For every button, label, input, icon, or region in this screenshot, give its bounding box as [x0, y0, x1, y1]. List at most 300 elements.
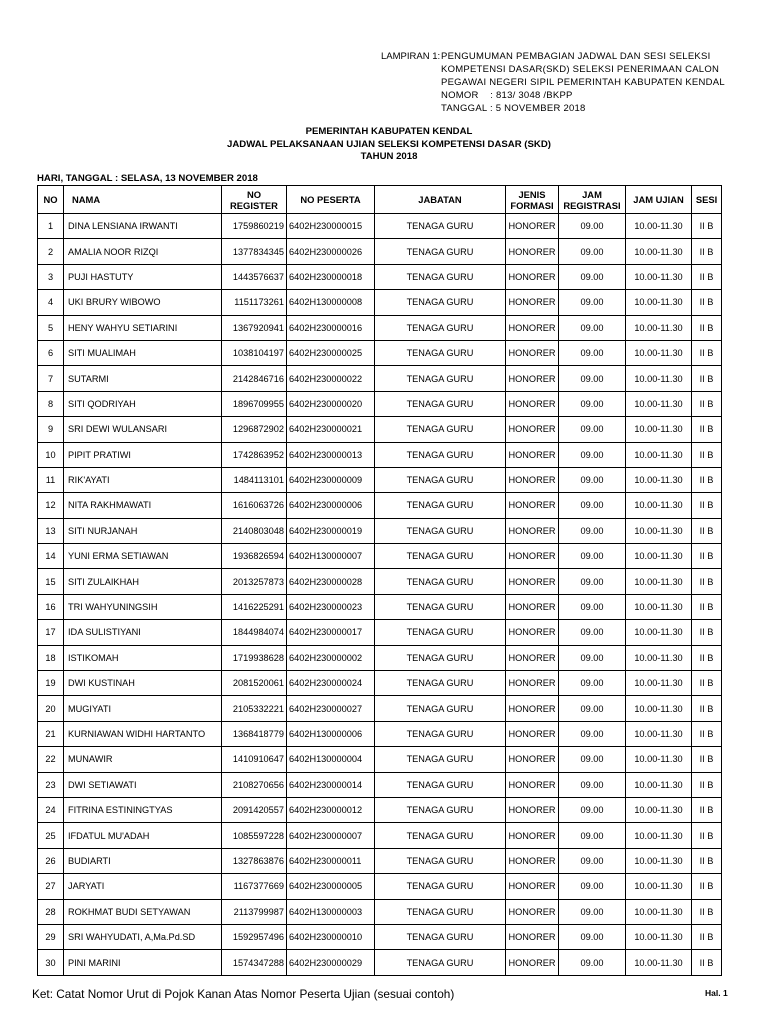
- row-nama: ISTIKOMAH: [64, 645, 222, 670]
- table-row: [38, 899, 722, 924]
- row-jabatan: TENAGA GURU: [375, 950, 506, 975]
- row-jam-registrasi: 09.00: [559, 950, 626, 975]
- row-jam-registrasi: 09.00: [559, 391, 626, 416]
- row-jabatan: TENAGA GURU: [375, 645, 506, 670]
- row-jam-ujian: 10.00-11.30: [626, 518, 692, 543]
- row-sesi: II B: [692, 950, 722, 975]
- row-sesi: II B: [692, 671, 722, 696]
- row-no-peserta: 6402H230000010: [287, 924, 375, 949]
- row-jenis-formasi: HONORER: [506, 544, 559, 569]
- row-no-peserta: 6402H230000006: [287, 493, 375, 518]
- row-no-register: 2142846716: [222, 366, 287, 391]
- row-no-register: 1167377669: [222, 874, 287, 899]
- title-line: TAHUN 2018: [360, 151, 418, 162]
- row-no-register: 2140803048: [222, 518, 287, 543]
- row-no-register: 1327863876: [222, 848, 287, 873]
- table-row: [38, 569, 722, 594]
- row-nama: SITI MUALIMAH: [64, 340, 222, 365]
- row-jabatan: TENAGA GURU: [375, 620, 506, 645]
- row-sesi: II B: [692, 797, 722, 822]
- row-sesi: II B: [692, 620, 722, 645]
- row-jam-registrasi: 09.00: [559, 848, 626, 873]
- row-no-peserta: 6402H230000018: [287, 264, 375, 289]
- row-jam-ujian: 10.00-11.30: [626, 594, 692, 619]
- row-nama: PIPIT PRATIWI: [64, 442, 222, 467]
- row-jam-registrasi: 09.00: [559, 772, 626, 797]
- row-sesi: II B: [692, 442, 722, 467]
- row-jabatan: TENAGA GURU: [375, 518, 506, 543]
- row-sesi: II B: [692, 594, 722, 619]
- row-jam-ujian: 10.00-11.30: [626, 874, 692, 899]
- row-sesi: II B: [692, 899, 722, 924]
- row-no-peserta: 6402H230000011: [287, 848, 375, 873]
- row-nama: RIK'AYATI: [64, 467, 222, 492]
- row-no: 22: [38, 747, 64, 772]
- row-no-register: 1759860219: [222, 214, 287, 239]
- table-row: [38, 620, 722, 645]
- row-jam-registrasi: 09.00: [559, 315, 626, 340]
- row-nama: JARYATI: [64, 874, 222, 899]
- row-jenis-formasi: HONORER: [506, 594, 559, 619]
- row-sesi: II B: [692, 315, 722, 340]
- row-no-register: 1484113101: [222, 467, 287, 492]
- row-no-peserta: 6402H230000013: [287, 442, 375, 467]
- row-jam-ujian: 10.00-11.30: [626, 493, 692, 518]
- schedule-table: [37, 185, 722, 976]
- row-jenis-formasi: HONORER: [506, 696, 559, 721]
- row-nama: NITA RAKHMAWATI: [64, 493, 222, 518]
- row-jam-registrasi: 09.00: [559, 493, 626, 518]
- row-nama: DWI SETIAWATI: [64, 772, 222, 797]
- row-no-register: 2081520061: [222, 671, 287, 696]
- lampiran-lines: [441, 51, 768, 116]
- row-jenis-formasi: HONORER: [506, 290, 559, 315]
- header-nama: NAMA: [64, 186, 222, 214]
- table-row: [38, 544, 722, 569]
- row-nama: FITRINA ESTININGTYAS: [64, 797, 222, 822]
- lampiran-line: PEGAWAI NEGERI SIPIL PEMERINTAH KABUPATEN KENDAL: [441, 76, 725, 88]
- row-jenis-formasi: HONORER: [506, 340, 559, 365]
- row-no: 25: [38, 823, 64, 848]
- row-jam-ujian: 10.00-11.30: [626, 671, 692, 696]
- title-line: JADWAL PELAKSANAAN UJIAN SELEKSI KOMPETENSI DASAR (SKD): [227, 138, 551, 150]
- row-no-register: 1038104197: [222, 340, 287, 365]
- row-sesi: II B: [692, 747, 722, 772]
- row-nama: TRI WAHYUNINGSIH: [64, 594, 222, 619]
- row-jam-registrasi: 09.00: [559, 899, 626, 924]
- row-no-peserta: 6402H230000029: [287, 950, 375, 975]
- row-jam-ujian: 10.00-11.30: [626, 264, 692, 289]
- row-jenis-formasi: HONORER: [506, 772, 559, 797]
- row-jam-registrasi: 09.00: [559, 544, 626, 569]
- row-jenis-formasi: HONORER: [506, 899, 559, 924]
- row-no-register: 2113799987: [222, 899, 287, 924]
- document-title: [0, 126, 768, 164]
- row-jenis-formasi: HONORER: [506, 391, 559, 416]
- header-jam-registrasi: JAM REGISTRASI: [559, 186, 626, 214]
- header-no-peserta: NO PESERTA: [287, 186, 375, 214]
- row-no-peserta: 6402H230000023: [287, 594, 375, 619]
- row-jenis-formasi: HONORER: [506, 797, 559, 822]
- header-jabatan: JABATAN: [375, 186, 506, 214]
- row-jam-registrasi: 09.00: [559, 696, 626, 721]
- row-jam-ujian: 10.00-11.30: [626, 797, 692, 822]
- row-jam-ujian: 10.00-11.30: [626, 772, 692, 797]
- row-nama: IFDATUL MU'ADAH: [64, 823, 222, 848]
- table-row: [38, 417, 722, 442]
- row-jenis-formasi: HONORER: [506, 620, 559, 645]
- table-row: [38, 950, 722, 975]
- table-row: [38, 645, 722, 670]
- row-no: 28: [38, 899, 64, 924]
- row-no-peserta: 6402H230000028: [287, 569, 375, 594]
- row-jam-registrasi: 09.00: [559, 467, 626, 492]
- row-jam-ujian: 10.00-11.30: [626, 366, 692, 391]
- row-jenis-formasi: HONORER: [506, 874, 559, 899]
- table-row: [38, 518, 722, 543]
- row-jam-registrasi: 09.00: [559, 569, 626, 594]
- row-jam-registrasi: 09.00: [559, 594, 626, 619]
- row-no-register: 1151173261: [222, 290, 287, 315]
- row-sesi: II B: [692, 924, 722, 949]
- row-no-peserta: 6402H230000027: [287, 696, 375, 721]
- hari-tanggal: HARI, TANGGAL : SELASA, 13 NOVEMBER 2018: [37, 173, 258, 184]
- row-jabatan: TENAGA GURU: [375, 874, 506, 899]
- table-row: [38, 772, 722, 797]
- row-jabatan: TENAGA GURU: [375, 924, 506, 949]
- row-sesi: II B: [692, 874, 722, 899]
- row-jenis-formasi: HONORER: [506, 645, 559, 670]
- row-jenis-formasi: HONORER: [506, 823, 559, 848]
- row-no: 26: [38, 848, 64, 873]
- row-sesi: II B: [692, 848, 722, 873]
- row-sesi: II B: [692, 340, 722, 365]
- row-nama: UKI BRURY WIBOWO: [64, 290, 222, 315]
- row-no-register: 1616063726: [222, 493, 287, 518]
- row-jam-ujian: 10.00-11.30: [626, 747, 692, 772]
- row-no-register: 1367920941: [222, 315, 287, 340]
- row-jam-ujian: 10.00-11.30: [626, 442, 692, 467]
- row-jabatan: TENAGA GURU: [375, 315, 506, 340]
- table-row: [38, 315, 722, 340]
- row-no-peserta: 6402H130000008: [287, 290, 375, 315]
- table-row: [38, 848, 722, 873]
- row-jenis-formasi: HONORER: [506, 315, 559, 340]
- header-jam-ujian: JAM UJIAN: [626, 186, 692, 214]
- row-jabatan: TENAGA GURU: [375, 848, 506, 873]
- table-row: [38, 340, 722, 365]
- row-no-register: 2091420557: [222, 797, 287, 822]
- row-no-register: 1592957496: [222, 924, 287, 949]
- table-row: [38, 874, 722, 899]
- row-jenis-formasi: HONORER: [506, 417, 559, 442]
- row-no: 7: [38, 366, 64, 391]
- row-nama: YUNI ERMA SETIAWAN: [64, 544, 222, 569]
- row-no-peserta: 6402H230000007: [287, 823, 375, 848]
- row-jam-ujian: 10.00-11.30: [626, 848, 692, 873]
- row-no-register: 1377834345: [222, 239, 287, 264]
- row-no-peserta: 6402H230000005: [287, 874, 375, 899]
- header-no: NO: [38, 186, 64, 214]
- row-jabatan: TENAGA GURU: [375, 264, 506, 289]
- table-row: [38, 467, 722, 492]
- row-no-peserta: 6402H230000021: [287, 417, 375, 442]
- row-sesi: II B: [692, 214, 722, 239]
- row-sesi: II B: [692, 391, 722, 416]
- row-no: 12: [38, 493, 64, 518]
- row-nama: SRI DEWI WULANSARI: [64, 417, 222, 442]
- row-no: 20: [38, 696, 64, 721]
- row-no: 4: [38, 290, 64, 315]
- row-no-peserta: 6402H230000015: [287, 214, 375, 239]
- row-sesi: II B: [692, 290, 722, 315]
- row-no: 14: [38, 544, 64, 569]
- row-jam-ujian: 10.00-11.30: [626, 950, 692, 975]
- row-jam-registrasi: 09.00: [559, 823, 626, 848]
- row-nama: SUTARMI: [64, 366, 222, 391]
- row-nama: MUGIYATI: [64, 696, 222, 721]
- row-jam-ujian: 10.00-11.30: [626, 467, 692, 492]
- row-sesi: II B: [692, 645, 722, 670]
- row-jabatan: TENAGA GURU: [375, 417, 506, 442]
- row-no: 18: [38, 645, 64, 670]
- row-jabatan: TENAGA GURU: [375, 721, 506, 746]
- row-no: 3: [38, 264, 64, 289]
- row-no-register: 1443576637: [222, 264, 287, 289]
- table-row: [38, 264, 722, 289]
- row-jam-registrasi: 09.00: [559, 518, 626, 543]
- row-jabatan: TENAGA GURU: [375, 747, 506, 772]
- row-jam-ujian: 10.00-11.30: [626, 721, 692, 746]
- row-jam-ujian: 10.00-11.30: [626, 340, 692, 365]
- row-jam-ujian: 10.00-11.30: [626, 290, 692, 315]
- row-sesi: II B: [692, 772, 722, 797]
- row-no-peserta: 6402H230000014: [287, 772, 375, 797]
- table-row: [38, 747, 722, 772]
- row-jabatan: TENAGA GURU: [375, 544, 506, 569]
- row-no: 2: [38, 239, 64, 264]
- row-jenis-formasi: HONORER: [506, 671, 559, 696]
- row-no: 17: [38, 620, 64, 645]
- row-nama: ROKHMAT BUDI SETYAWAN: [64, 899, 222, 924]
- row-jabatan: TENAGA GURU: [375, 467, 506, 492]
- row-no: 5: [38, 315, 64, 340]
- table-row: [38, 493, 722, 518]
- row-jabatan: TENAGA GURU: [375, 239, 506, 264]
- row-no: 23: [38, 772, 64, 797]
- table-body: [38, 214, 722, 976]
- lampiran-label: LAMPIRAN 1:: [381, 51, 441, 62]
- row-jenis-formasi: HONORER: [506, 467, 559, 492]
- row-sesi: II B: [692, 569, 722, 594]
- row-nama: KURNIAWAN WIDHI HARTANTO: [64, 721, 222, 746]
- row-nama: SITI ZULAIKHAH: [64, 569, 222, 594]
- table-row: [38, 239, 722, 264]
- row-jam-registrasi: 09.00: [559, 417, 626, 442]
- lampiran-line: KOMPETENSI DASAR(SKD) SELEKSI PENERIMAAN CALON: [441, 63, 720, 75]
- row-jam-registrasi: 09.00: [559, 239, 626, 264]
- table-row: [38, 924, 722, 949]
- row-jenis-formasi: HONORER: [506, 442, 559, 467]
- row-jam-ujian: 10.00-11.30: [626, 696, 692, 721]
- row-nama: IDA SULISTIYANI: [64, 620, 222, 645]
- row-jabatan: TENAGA GURU: [375, 899, 506, 924]
- row-no-peserta: 6402H130000006: [287, 721, 375, 746]
- row-jenis-formasi: HONORER: [506, 239, 559, 264]
- row-jam-ujian: 10.00-11.30: [626, 544, 692, 569]
- row-no: 6: [38, 340, 64, 365]
- header-sesi: SESI: [692, 186, 722, 214]
- row-jam-ujian: 10.00-11.30: [626, 823, 692, 848]
- row-sesi: II B: [692, 518, 722, 543]
- row-no-peserta: 6402H230000020: [287, 391, 375, 416]
- row-jabatan: TENAGA GURU: [375, 442, 506, 467]
- row-sesi: II B: [692, 823, 722, 848]
- row-jam-registrasi: 09.00: [559, 442, 626, 467]
- row-sesi: II B: [692, 467, 722, 492]
- row-jabatan: TENAGA GURU: [375, 366, 506, 391]
- row-jabatan: TENAGA GURU: [375, 493, 506, 518]
- row-no-peserta: 6402H230000002: [287, 645, 375, 670]
- row-jabatan: TENAGA GURU: [375, 797, 506, 822]
- row-jenis-formasi: HONORER: [506, 366, 559, 391]
- row-no: 9: [38, 417, 64, 442]
- row-jabatan: TENAGA GURU: [375, 340, 506, 365]
- row-nama: SRI WAHYUDATI, A,Ma.Pd.SD: [64, 924, 222, 949]
- row-jabatan: TENAGA GURU: [375, 569, 506, 594]
- table-row: [38, 823, 722, 848]
- table-row: [38, 797, 722, 822]
- row-no: 1: [38, 214, 64, 239]
- row-jenis-formasi: HONORER: [506, 848, 559, 873]
- lampiran-line: PENGUMUMAN PEMBAGIAN JADWAL DAN SESI SELEKSI: [441, 51, 711, 62]
- row-no-register: 1844984074: [222, 620, 287, 645]
- row-jenis-formasi: HONORER: [506, 721, 559, 746]
- row-jam-registrasi: 09.00: [559, 671, 626, 696]
- row-no: 13: [38, 518, 64, 543]
- row-nama: MUNAWIR: [64, 747, 222, 772]
- table-header-row: [38, 186, 722, 214]
- row-jam-ujian: 10.00-11.30: [626, 239, 692, 264]
- row-no-peserta: 6402H230000009: [287, 467, 375, 492]
- row-no-peserta: 6402H230000025: [287, 340, 375, 365]
- table-row: [38, 442, 722, 467]
- row-jam-registrasi: 09.00: [559, 366, 626, 391]
- row-nama: BUDIARTI: [64, 848, 222, 873]
- row-jenis-formasi: HONORER: [506, 924, 559, 949]
- row-no-register: 1936826594: [222, 544, 287, 569]
- row-jabatan: TENAGA GURU: [375, 671, 506, 696]
- row-no: 29: [38, 924, 64, 949]
- row-no-peserta: 6402H130000007: [287, 544, 375, 569]
- row-no-peserta: 6402H230000022: [287, 366, 375, 391]
- page-number: Hal. 1: [705, 988, 728, 998]
- row-nama: PINI MARINI: [64, 950, 222, 975]
- row-jenis-formasi: HONORER: [506, 264, 559, 289]
- row-sesi: II B: [692, 239, 722, 264]
- row-no: 15: [38, 569, 64, 594]
- row-jam-ujian: 10.00-11.30: [626, 569, 692, 594]
- row-sesi: II B: [692, 696, 722, 721]
- row-jam-registrasi: 09.00: [559, 721, 626, 746]
- row-no-peserta: 6402H230000017: [287, 620, 375, 645]
- row-no-peserta: 6402H230000024: [287, 671, 375, 696]
- table-row: [38, 391, 722, 416]
- row-no: 8: [38, 391, 64, 416]
- row-no: 19: [38, 671, 64, 696]
- table-row: [38, 721, 722, 746]
- table-row: [38, 366, 722, 391]
- row-no-peserta: 6402H230000026: [287, 239, 375, 264]
- row-jam-ujian: 10.00-11.30: [626, 214, 692, 239]
- row-jam-ujian: 10.00-11.30: [626, 417, 692, 442]
- row-sesi: II B: [692, 366, 722, 391]
- row-no: 24: [38, 797, 64, 822]
- row-no-register: 1574347288: [222, 950, 287, 975]
- row-jam-registrasi: 09.00: [559, 214, 626, 239]
- lampiran-line: TANGGAL : 5 NOVEMBER 2018: [441, 102, 586, 114]
- title-line: PEMERINTAH KABUPATEN KENDAL: [305, 126, 473, 137]
- row-jam-registrasi: 09.00: [559, 874, 626, 899]
- row-no-register: 1416225291: [222, 594, 287, 619]
- row-jam-registrasi: 09.00: [559, 747, 626, 772]
- table-row: [38, 214, 722, 239]
- row-no: 27: [38, 874, 64, 899]
- row-jabatan: TENAGA GURU: [375, 823, 506, 848]
- row-no-register: 2105332221: [222, 696, 287, 721]
- row-no-register: 1410910647: [222, 747, 287, 772]
- row-jam-ujian: 10.00-11.30: [626, 924, 692, 949]
- row-jam-registrasi: 09.00: [559, 340, 626, 365]
- row-jabatan: TENAGA GURU: [375, 391, 506, 416]
- row-jam-ujian: 10.00-11.30: [626, 391, 692, 416]
- table-row: [38, 671, 722, 696]
- lampiran-line: NOMOR : 813/ 3048 /BKPP: [441, 89, 573, 101]
- row-sesi: II B: [692, 264, 722, 289]
- row-no: 21: [38, 721, 64, 746]
- row-jabatan: TENAGA GURU: [375, 290, 506, 315]
- row-sesi: II B: [692, 493, 722, 518]
- row-nama: DWI KUSTINAH: [64, 671, 222, 696]
- row-jam-ujian: 10.00-11.30: [626, 899, 692, 924]
- row-jabatan: TENAGA GURU: [375, 772, 506, 797]
- row-no-register: 1296872902: [222, 417, 287, 442]
- header-jenis-formasi: JENIS FORMASI: [506, 186, 559, 214]
- row-jenis-formasi: HONORER: [506, 493, 559, 518]
- table-row: [38, 696, 722, 721]
- row-no: 16: [38, 594, 64, 619]
- row-no: 10: [38, 442, 64, 467]
- row-jabatan: TENAGA GURU: [375, 214, 506, 239]
- row-nama: HENY WAHYU SETIARINI: [64, 315, 222, 340]
- row-jam-registrasi: 09.00: [559, 290, 626, 315]
- table-row: [38, 290, 722, 315]
- row-jam-ujian: 10.00-11.30: [626, 645, 692, 670]
- row-jam-ujian: 10.00-11.30: [626, 620, 692, 645]
- row-jabatan: TENAGA GURU: [375, 594, 506, 619]
- row-jenis-formasi: HONORER: [506, 569, 559, 594]
- row-jenis-formasi: HONORER: [506, 518, 559, 543]
- footer-note: Ket: Catat Nomor Urut di Pojok Kanan Atas Nomor Peserta Ujian (sesuai contoh): [32, 987, 455, 1001]
- row-no: 30: [38, 950, 64, 975]
- row-no-register: 2108270656: [222, 772, 287, 797]
- row-sesi: II B: [692, 544, 722, 569]
- row-no-register: 1896709955: [222, 391, 287, 416]
- row-nama: PUJI HASTUTY: [64, 264, 222, 289]
- row-no-register: 1719938628: [222, 645, 287, 670]
- row-nama: SITI NURJANAH: [64, 518, 222, 543]
- row-nama: DINA LENSIANA IRWANTI: [64, 214, 222, 239]
